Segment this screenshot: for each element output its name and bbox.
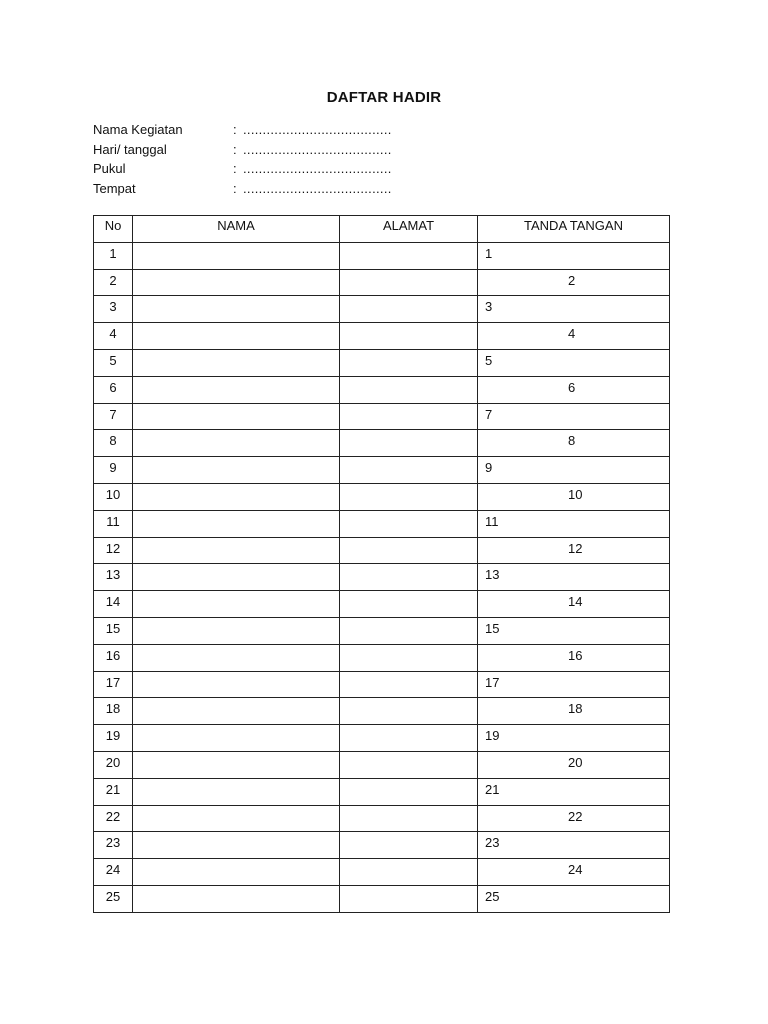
attendance-table — [93, 215, 670, 913]
info-label: Tempat — [93, 180, 136, 196]
alamat-cell[interactable] — [340, 725, 478, 752]
table-row — [94, 591, 670, 618]
row-number: 7 — [94, 403, 133, 430]
table-header-row — [94, 216, 670, 243]
alamat-cell[interactable] — [340, 537, 478, 564]
table-row — [94, 751, 670, 778]
table-row — [94, 269, 670, 296]
row-number: 12 — [94, 537, 133, 564]
row-number: 23 — [94, 832, 133, 859]
nama-cell[interactable] — [133, 832, 340, 859]
alamat-cell[interactable] — [340, 483, 478, 510]
table-row — [94, 698, 670, 725]
info-value: ...................................... — [243, 161, 392, 176]
table-row — [94, 537, 670, 564]
row-number: 14 — [94, 591, 133, 618]
table-row — [94, 564, 670, 591]
tanda-tangan-cell[interactable] — [478, 349, 670, 376]
tanda-tangan-cell[interactable] — [478, 376, 670, 403]
info-row-pukul — [93, 159, 392, 179]
page-title: DAFTAR HADIR — [326, 89, 442, 106]
header-tanda-tangan: TANDA TANGAN — [478, 216, 670, 243]
tanda-tangan-cell[interactable] — [478, 617, 670, 644]
signature-number: 8 — [568, 433, 576, 449]
table-row — [94, 376, 670, 403]
signature-number: 6 — [568, 379, 576, 395]
header-no: No — [94, 216, 133, 243]
tanda-tangan-cell[interactable] — [478, 591, 670, 618]
info-value: ...................................... — [243, 180, 392, 196]
table-row — [94, 323, 670, 350]
signature-number: 19 — [485, 728, 500, 744]
alamat-cell[interactable] — [340, 698, 478, 725]
table-row — [94, 832, 670, 859]
nama-cell[interactable] — [133, 269, 340, 296]
tanda-tangan-cell[interactable] — [478, 242, 670, 269]
tanda-tangan-cell[interactable] — [478, 537, 670, 564]
row-number: 16 — [94, 644, 133, 671]
alamat-cell[interactable] — [340, 242, 478, 269]
nama-cell[interactable] — [133, 644, 340, 671]
table-row — [94, 483, 670, 510]
tanda-tangan-cell[interactable] — [478, 671, 670, 698]
signature-number: 21 — [485, 781, 500, 797]
signature-number: 25 — [485, 888, 500, 904]
info-value: ...................................... — [243, 141, 392, 157]
alamat-cell[interactable] — [340, 564, 478, 591]
info-row-hari-tanggal — [93, 140, 392, 160]
nama-cell[interactable] — [133, 403, 340, 430]
table-row — [94, 725, 670, 752]
alamat-cell[interactable] — [340, 430, 478, 457]
nama-cell[interactable] — [133, 591, 340, 618]
info-label: Pukul — [93, 161, 126, 176]
signature-number: 23 — [485, 835, 500, 851]
signature-number: 12 — [568, 540, 583, 556]
tanda-tangan-cell[interactable] — [478, 510, 670, 537]
signature-number: 22 — [568, 808, 583, 824]
alamat-cell[interactable] — [340, 376, 478, 403]
alamat-cell[interactable] — [340, 617, 478, 644]
header-nama: NAMA — [133, 216, 340, 243]
nama-cell[interactable] — [133, 885, 340, 912]
table-row — [94, 617, 670, 644]
tanda-tangan-cell[interactable] — [478, 885, 670, 912]
row-number: 2 — [94, 269, 133, 296]
nama-cell[interactable] — [133, 564, 340, 591]
row-number: 18 — [94, 698, 133, 725]
row-number: 15 — [94, 617, 133, 644]
alamat-cell[interactable] — [340, 859, 478, 886]
row-number: 3 — [94, 296, 133, 323]
alamat-cell[interactable] — [340, 269, 478, 296]
alamat-cell[interactable] — [340, 323, 478, 350]
signature-number: 7 — [485, 406, 493, 422]
signature-number: 20 — [568, 754, 583, 770]
nama-cell[interactable] — [133, 537, 340, 564]
info-colon: : — [233, 122, 237, 137]
signature-number: 24 — [568, 862, 583, 878]
alamat-cell[interactable] — [340, 778, 478, 805]
nama-cell[interactable] — [133, 242, 340, 269]
alamat-cell[interactable] — [340, 457, 478, 484]
tanda-tangan-cell[interactable] — [478, 751, 670, 778]
table-row — [94, 510, 670, 537]
info-label: Nama Kegiatan — [93, 122, 183, 137]
row-number: 8 — [94, 430, 133, 457]
row-number: 25 — [94, 885, 133, 912]
signature-number: 16 — [568, 647, 583, 663]
row-number: 22 — [94, 805, 133, 832]
signature-number: 11 — [485, 513, 499, 529]
row-number: 21 — [94, 778, 133, 805]
alamat-cell[interactable] — [340, 832, 478, 859]
table-row — [94, 430, 670, 457]
nama-cell[interactable] — [133, 349, 340, 376]
alamat-cell[interactable] — [340, 296, 478, 323]
tanda-tangan-cell[interactable] — [478, 698, 670, 725]
table-row — [94, 885, 670, 912]
row-number: 4 — [94, 323, 133, 350]
tanda-tangan-cell[interactable] — [478, 859, 670, 886]
info-colon: : — [233, 141, 237, 157]
row-number: 9 — [94, 457, 133, 484]
header-alamat: ALAMAT — [340, 216, 478, 243]
nama-cell[interactable] — [133, 859, 340, 886]
table-body — [94, 242, 670, 912]
signature-number: 1 — [485, 245, 493, 261]
signature-number: 4 — [568, 326, 576, 342]
row-number: 20 — [94, 751, 133, 778]
nama-cell[interactable] — [133, 751, 340, 778]
nama-cell[interactable] — [133, 376, 340, 403]
tanda-tangan-cell[interactable] — [478, 483, 670, 510]
nama-cell[interactable] — [133, 296, 340, 323]
alamat-cell[interactable] — [340, 349, 478, 376]
table-row — [94, 644, 670, 671]
info-colon: : — [233, 161, 237, 176]
info-row-nama-kegiatan — [93, 120, 392, 140]
signature-number: 5 — [485, 352, 493, 368]
tanda-tangan-cell[interactable] — [478, 269, 670, 296]
nama-cell[interactable] — [133, 457, 340, 484]
nama-cell[interactable] — [133, 323, 340, 350]
table-row — [94, 242, 670, 269]
nama-cell[interactable] — [133, 671, 340, 698]
signature-number: 14 — [568, 594, 583, 610]
row-number: 11 — [94, 510, 133, 537]
nama-cell[interactable] — [133, 778, 340, 805]
tanda-tangan-cell[interactable] — [478, 778, 670, 805]
row-number: 17 — [94, 671, 133, 698]
table-row — [94, 296, 670, 323]
table-row — [94, 778, 670, 805]
row-number: 5 — [94, 349, 133, 376]
alamat-cell[interactable] — [340, 885, 478, 912]
tanda-tangan-cell[interactable] — [478, 644, 670, 671]
signature-number: 9 — [485, 460, 493, 476]
alamat-cell[interactable] — [340, 510, 478, 537]
row-number: 6 — [94, 376, 133, 403]
info-label: Hari/ tanggal — [93, 141, 167, 157]
table-row — [94, 671, 670, 698]
tanda-tangan-cell[interactable] — [478, 805, 670, 832]
row-number: 19 — [94, 725, 133, 752]
nama-cell[interactable] — [133, 725, 340, 752]
signature-number: 15 — [485, 620, 500, 636]
info-row-tempat — [93, 179, 392, 199]
tanda-tangan-cell[interactable] — [478, 296, 670, 323]
alamat-cell[interactable] — [340, 403, 478, 430]
nama-cell[interactable] — [133, 510, 340, 537]
alamat-cell[interactable] — [340, 805, 478, 832]
signature-number: 2 — [568, 272, 576, 288]
signature-number: 13 — [485, 567, 500, 583]
table-row — [94, 403, 670, 430]
signature-number: 3 — [485, 299, 493, 315]
table-row — [94, 859, 670, 886]
tanda-tangan-cell[interactable] — [478, 832, 670, 859]
tanda-tangan-cell[interactable] — [478, 430, 670, 457]
table-row — [94, 457, 670, 484]
row-number: 10 — [94, 483, 133, 510]
alamat-cell[interactable] — [340, 671, 478, 698]
alamat-cell[interactable] — [340, 591, 478, 618]
nama-cell[interactable] — [133, 805, 340, 832]
event-info — [93, 120, 392, 198]
nama-cell[interactable] — [133, 430, 340, 457]
signature-number: 10 — [568, 486, 583, 502]
alamat-cell[interactable] — [340, 751, 478, 778]
tanda-tangan-cell[interactable] — [478, 564, 670, 591]
info-value: ...................................... — [243, 122, 392, 137]
row-number: 13 — [94, 564, 133, 591]
nama-cell[interactable] — [133, 698, 340, 725]
tanda-tangan-cell[interactable] — [478, 403, 670, 430]
row-number: 24 — [94, 859, 133, 886]
info-colon: : — [233, 180, 237, 196]
table-row — [94, 349, 670, 376]
row-number: 1 — [94, 242, 133, 269]
tanda-tangan-cell[interactable] — [478, 323, 670, 350]
alamat-cell[interactable] — [340, 644, 478, 671]
tanda-tangan-cell[interactable] — [478, 725, 670, 752]
nama-cell[interactable] — [133, 483, 340, 510]
signature-number: 17 — [485, 674, 500, 690]
tanda-tangan-cell[interactable] — [478, 457, 670, 484]
signature-number: 18 — [568, 701, 583, 717]
table-row — [94, 805, 670, 832]
nama-cell[interactable] — [133, 617, 340, 644]
